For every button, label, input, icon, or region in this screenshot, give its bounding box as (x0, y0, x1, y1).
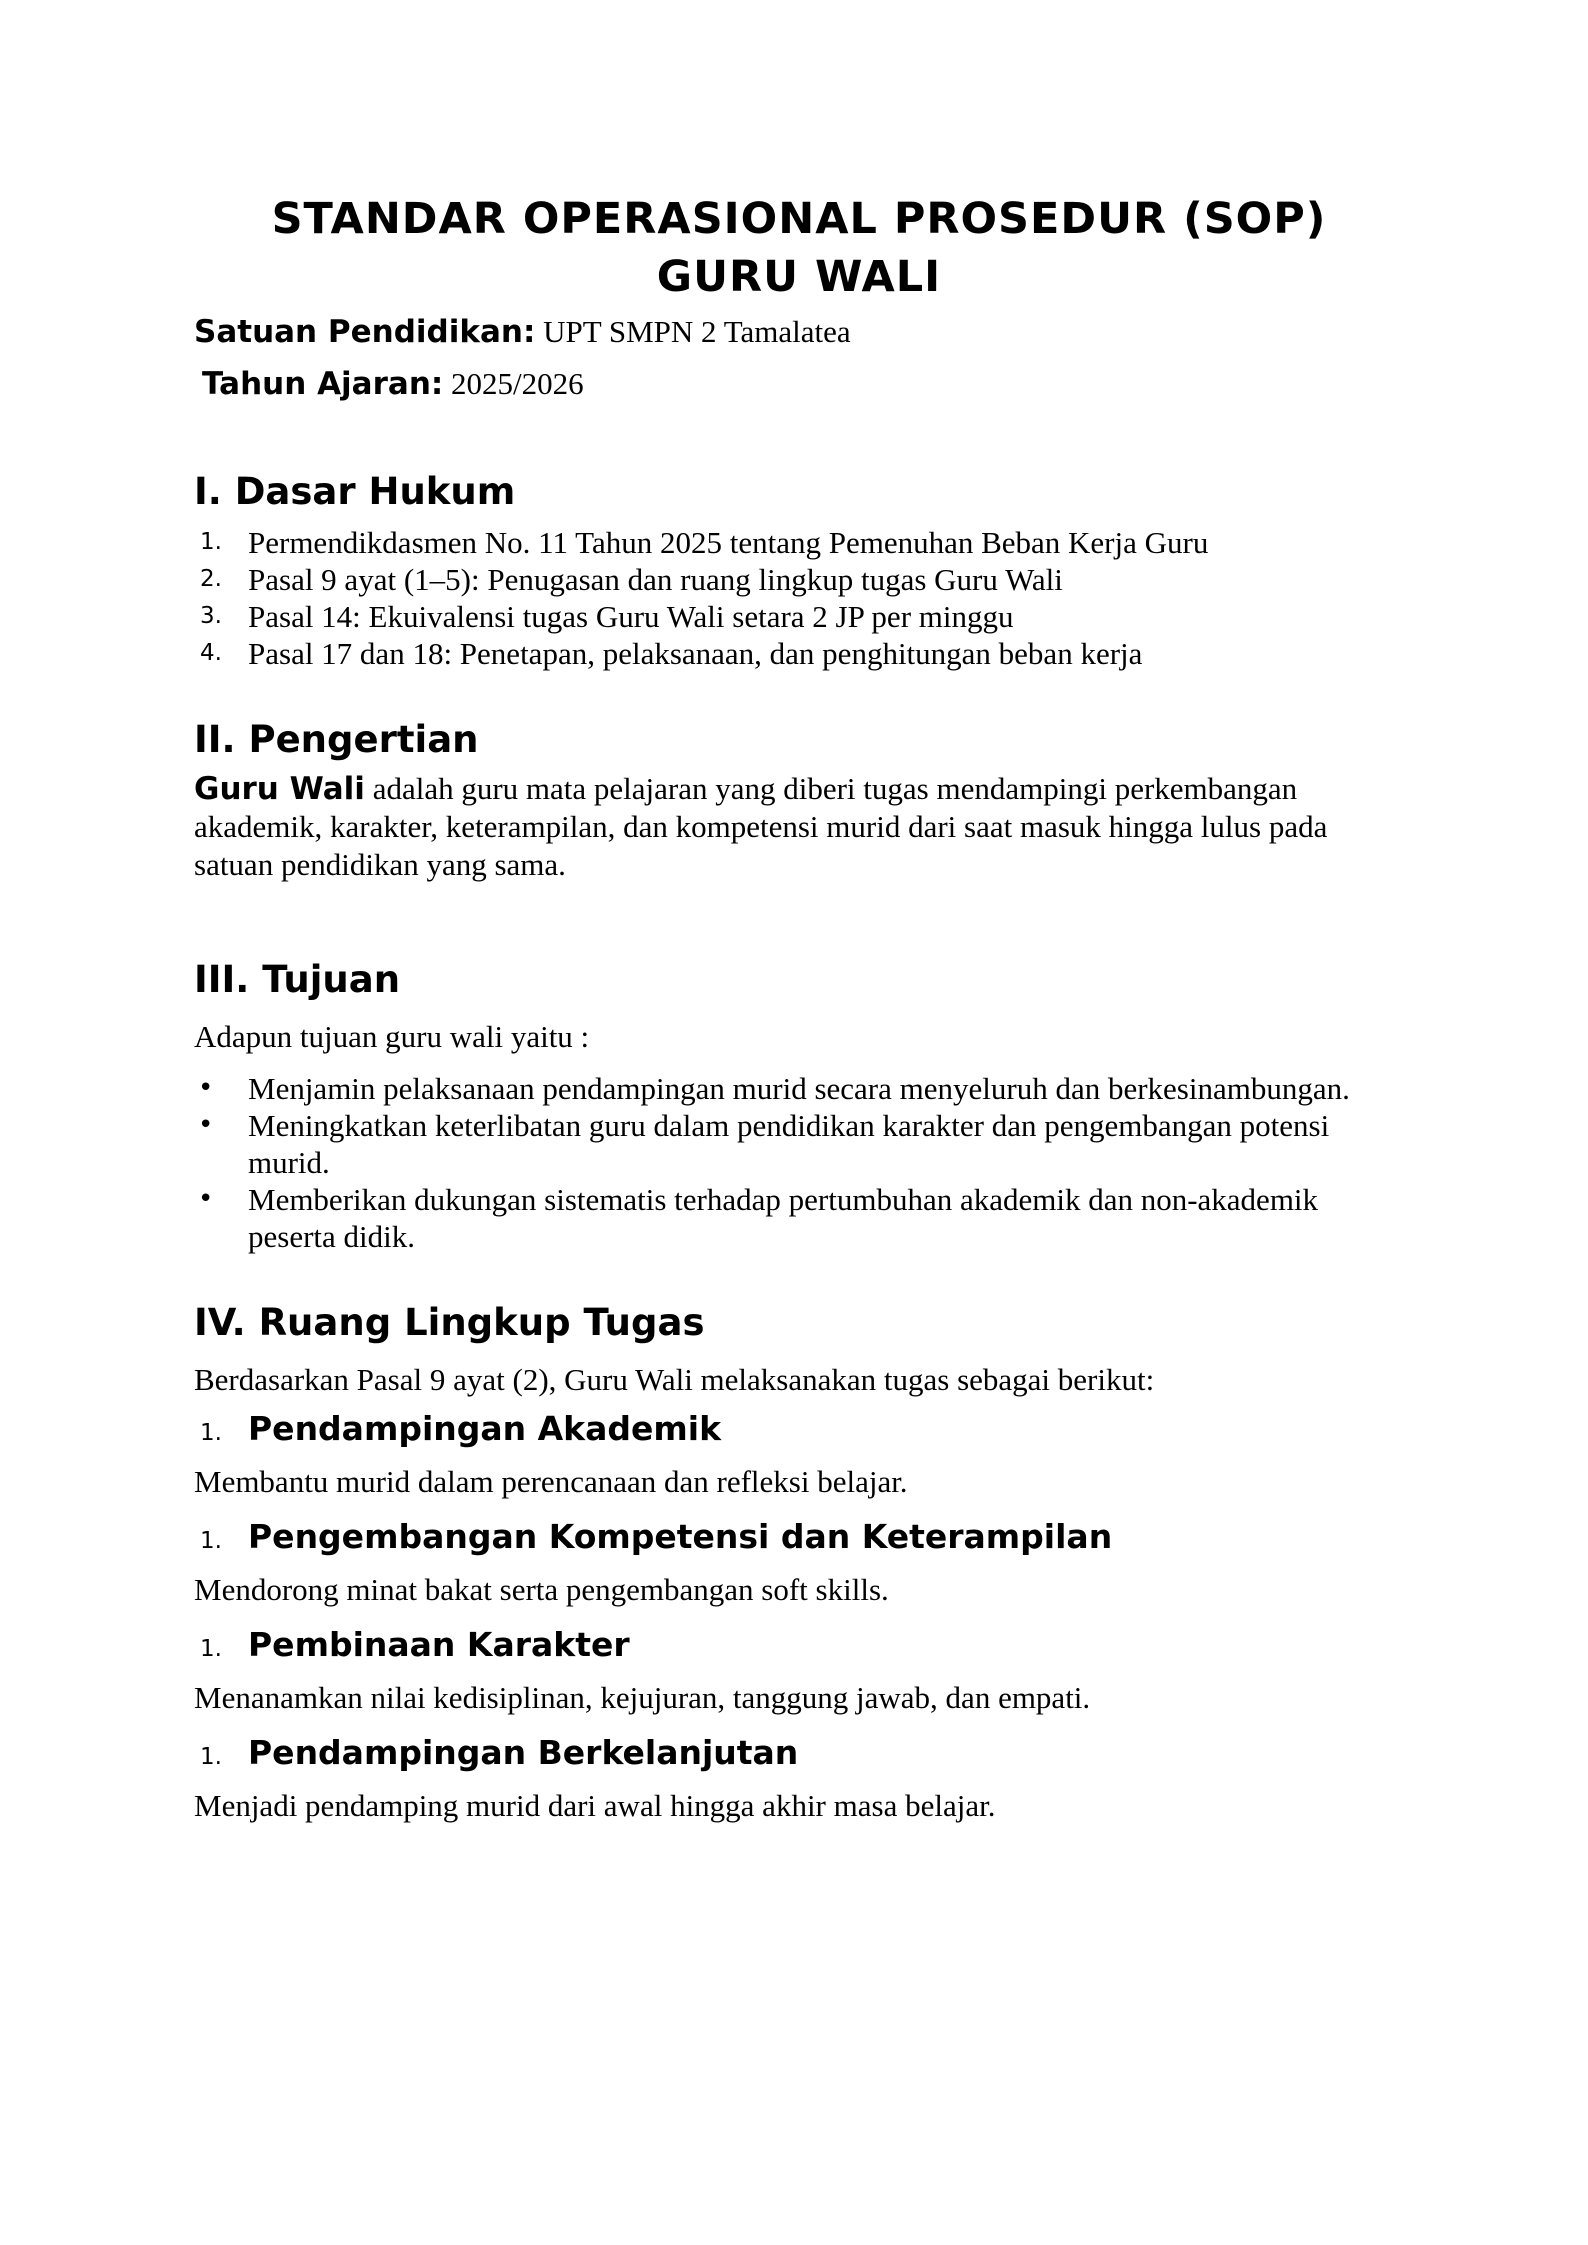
tujuan-list (194, 1070, 1404, 1255)
task-item (194, 1515, 1404, 1609)
list-item-text: Pasal 14: Ekuivalensi tugas Guru Wali setara 2 JP per minggu (248, 599, 1014, 634)
ruang-lingkup-intro: Berdasarkan Pasal 9 ayat (2), Guru Wali melaksanakan tugas sebagai berikut: (194, 1362, 1155, 1397)
task-description: Menjadi pendamping murid dari awal hingga akhir masa belajar. (194, 1788, 996, 1823)
list-item-text: Menjamin pelaksanaan pendampingan murid secara menyeluruh dan berkesinambungan. (248, 1071, 1350, 1106)
bullet-marker: • (198, 1184, 214, 1214)
section-heading-tujuan: III. Tujuan (194, 958, 401, 1001)
list-item (194, 1107, 1404, 1181)
task-title: Pendampingan Akademik (248, 1409, 722, 1448)
title-line-2: GURU WALI (656, 252, 942, 302)
school-label: Satuan Pendidikan: (194, 314, 536, 350)
task-number: 1. (200, 1420, 222, 1446)
year-label: Tahun Ajaran: (202, 366, 444, 402)
section-heading-ruang-lingkup: IV. Ruang Lingkup Tugas (194, 1301, 705, 1344)
list-item-text: Pasal 9 ayat (1–5): Penugasan dan ruang lingkup tugas Guru Wali (248, 562, 1063, 597)
task-number: 1. (200, 1528, 222, 1554)
list-item (194, 561, 1404, 598)
bullet-marker: • (198, 1073, 214, 1103)
task-number: 1. (200, 1744, 222, 1770)
list-item (194, 1070, 1404, 1107)
document-page (194, 190, 1404, 1839)
task-item (194, 1623, 1404, 1717)
list-item (194, 1181, 1404, 1255)
section-heading-dasar-hukum: I. Dasar Hukum (194, 470, 516, 513)
definition-term: Guru Wali (194, 771, 365, 807)
list-number: 1. (200, 529, 222, 555)
task-title: Pendampingan Berkelanjutan (248, 1733, 799, 1772)
list-item (194, 635, 1404, 672)
task-description: Menanamkan nilai kedisiplinan, kejujuran, tanggung jawab, dan empati. (194, 1680, 1091, 1715)
task-description: Mendorong minat bakat serta pengembangan soft skills. (194, 1572, 889, 1607)
year-value: 2025/2026 (451, 366, 584, 401)
list-item (194, 524, 1404, 561)
list-number: 3. (200, 603, 222, 629)
task-title: Pembinaan Karakter (248, 1625, 630, 1664)
section-heading-pengertian: II. Pengertian (194, 718, 479, 761)
definition-body: adalah guru mata pelajaran yang diberi tugas mendampingi perkembangan akademik, karakter, keterampilan, dan kompetensi murid dari saat masuk hingga lulus pada satuan pendidikan yang sama. (194, 771, 1328, 882)
list-item-text: Permendikdasmen No. 11 Tahun 2025 tentang Pemenuhan Beban Kerja Guru (248, 525, 1209, 560)
list-number: 2. (200, 566, 222, 592)
task-number: 1. (200, 1636, 222, 1662)
dasar-hukum-list (194, 524, 1404, 672)
document-title (194, 190, 1404, 306)
task-heading (194, 1407, 1404, 1451)
tujuan-intro: Adapun tujuan guru wali yaitu : (194, 1019, 590, 1054)
task-title: Pengembangan Kompetensi dan Keterampilan (248, 1517, 1113, 1556)
school-row (194, 306, 1404, 358)
task-heading (194, 1623, 1404, 1667)
list-item (194, 598, 1404, 635)
task-heading (194, 1731, 1404, 1775)
list-item-text: Pasal 17 dan 18: Penetapan, pelaksanaan, dan penghitungan beban kerja (248, 636, 1143, 671)
task-heading (194, 1515, 1404, 1559)
bullet-marker: • (198, 1110, 214, 1140)
task-item (194, 1731, 1404, 1825)
task-description: Membantu murid dalam perencanaan dan refleksi belajar. (194, 1464, 908, 1499)
year-row (194, 358, 1404, 410)
task-item (194, 1407, 1404, 1501)
title-line-1: STANDAR OPERASIONAL PROSEDUR (SOP) (271, 194, 1327, 244)
school-value: UPT SMPN 2 Tamalatea (543, 314, 851, 349)
list-item-text: Meningkatkan keterlibatan guru dalam pendidikan karakter dan pengembangan potensi murid. (248, 1108, 1330, 1180)
list-number: 4. (200, 640, 222, 666)
list-item-text: Memberikan dukungan sistematis terhadap pertumbuhan akademik dan non-akademik peserta didik. (248, 1182, 1319, 1254)
pengertian-paragraph (194, 770, 1404, 884)
